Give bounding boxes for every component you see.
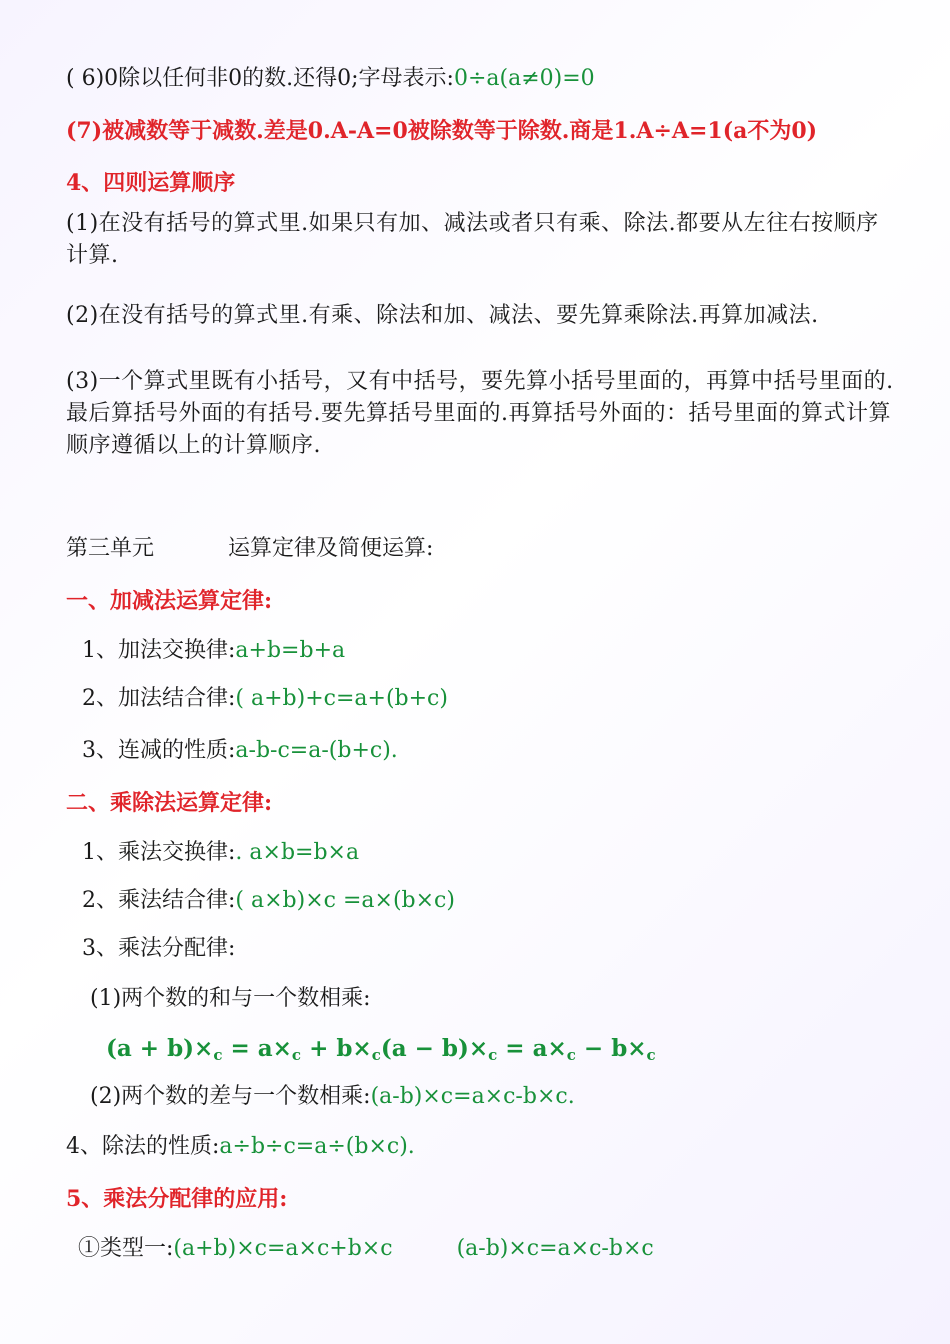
order-rule-1: (1)在没有括号的算式里.如果只有加、减法或者只有乘、除法.都要从左往右按顺序计算. [66, 211, 879, 268]
law-multiplication-associative [82, 886, 455, 916]
law-formula: a÷b÷c=a÷(b×c). [219, 1134, 415, 1159]
unit-label: 第三单元 [66, 536, 155, 561]
law-label: 1、乘法交换律: [82, 840, 236, 865]
law-division-property [66, 1132, 415, 1162]
law-label: 2、加法结合律: [82, 686, 236, 711]
law-formula: ( a×b)×c =a×(b×c) [235, 888, 455, 913]
section-add-sub-laws: 一、加减法运算定律: [66, 588, 273, 614]
law-formula: a-b-c=a-(b+c). [235, 738, 398, 763]
rule-6 [66, 64, 595, 94]
distributive-formula: $(a + b)\times_c = a\times_c + b\times_c(a - b)\times_c = a\times_c - b\times_c$ [106, 1035, 656, 1064]
law-formula: . a×b=b×a [235, 840, 360, 865]
law-label: 1、加法交换律: [82, 638, 236, 663]
section-mul-div-laws: 二、乘除法运算定律: [66, 790, 273, 816]
distributive-sum-label: (1)两个数的和与一个数相乘: [90, 986, 371, 1011]
law-distributive: 3、乘法分配律: [82, 936, 236, 961]
order-rule-3: (3)一个算式里既有小括号，又有中括号，要先算小括号里面的，再算中括号里面的.最后算括号外面的有括号.要先算括号里面的.再算括号外面的：括号里面的算式计算顺序遵循以上的计算顺序. [66, 369, 894, 458]
section-distributive-application: 5、乘法分配律的应用: [66, 1186, 288, 1212]
unit-title: 运算定律及简便运算: [228, 536, 434, 561]
law-label: 3、连减的性质: [82, 738, 236, 763]
type-label: ①类型一: [78, 1236, 174, 1261]
law-multiplication-commutative [82, 838, 359, 868]
law-addition-associative [82, 684, 448, 714]
type-formula-b: (a-b)×c=a×c-b×c [456, 1236, 654, 1261]
type-formula-a: (a+b)×c=a×c+b×c [173, 1236, 393, 1261]
law-consecutive-subtraction [82, 736, 398, 766]
law-formula: (a-b)×c=a×c-b×c. [370, 1084, 575, 1109]
rule-6-formula: 0÷a(a≠0)=0 [453, 66, 595, 91]
rule-6-text: ( 6)0除以任何非0的数.还得0;字母表示: [66, 66, 454, 91]
law-label: 4、除法的性质: [66, 1134, 220, 1159]
type-one [78, 1234, 654, 1264]
law-formula: ( a+b)+c=a+(b+c) [235, 686, 448, 711]
law-label: (2)两个数的差与一个数相乘: [90, 1084, 371, 1109]
distributive-difference [90, 1082, 575, 1112]
law-label: 2、乘法结合律: [82, 888, 236, 913]
rule-7: (7)被减数等于减数.差是0.A-A=0被除数等于除数.商是1.A÷A=1(a不为0) [66, 118, 818, 144]
law-addition-commutative [82, 636, 345, 666]
heading-operation-order: 4、四则运算顺序 [66, 170, 236, 196]
law-formula: a+b=b+a [235, 638, 346, 663]
order-rule-2: (2)在没有括号的算式里.有乘、除法和加、减法、要先算乘除法.再算加减法. [66, 303, 819, 328]
unit-heading [66, 534, 433, 564]
